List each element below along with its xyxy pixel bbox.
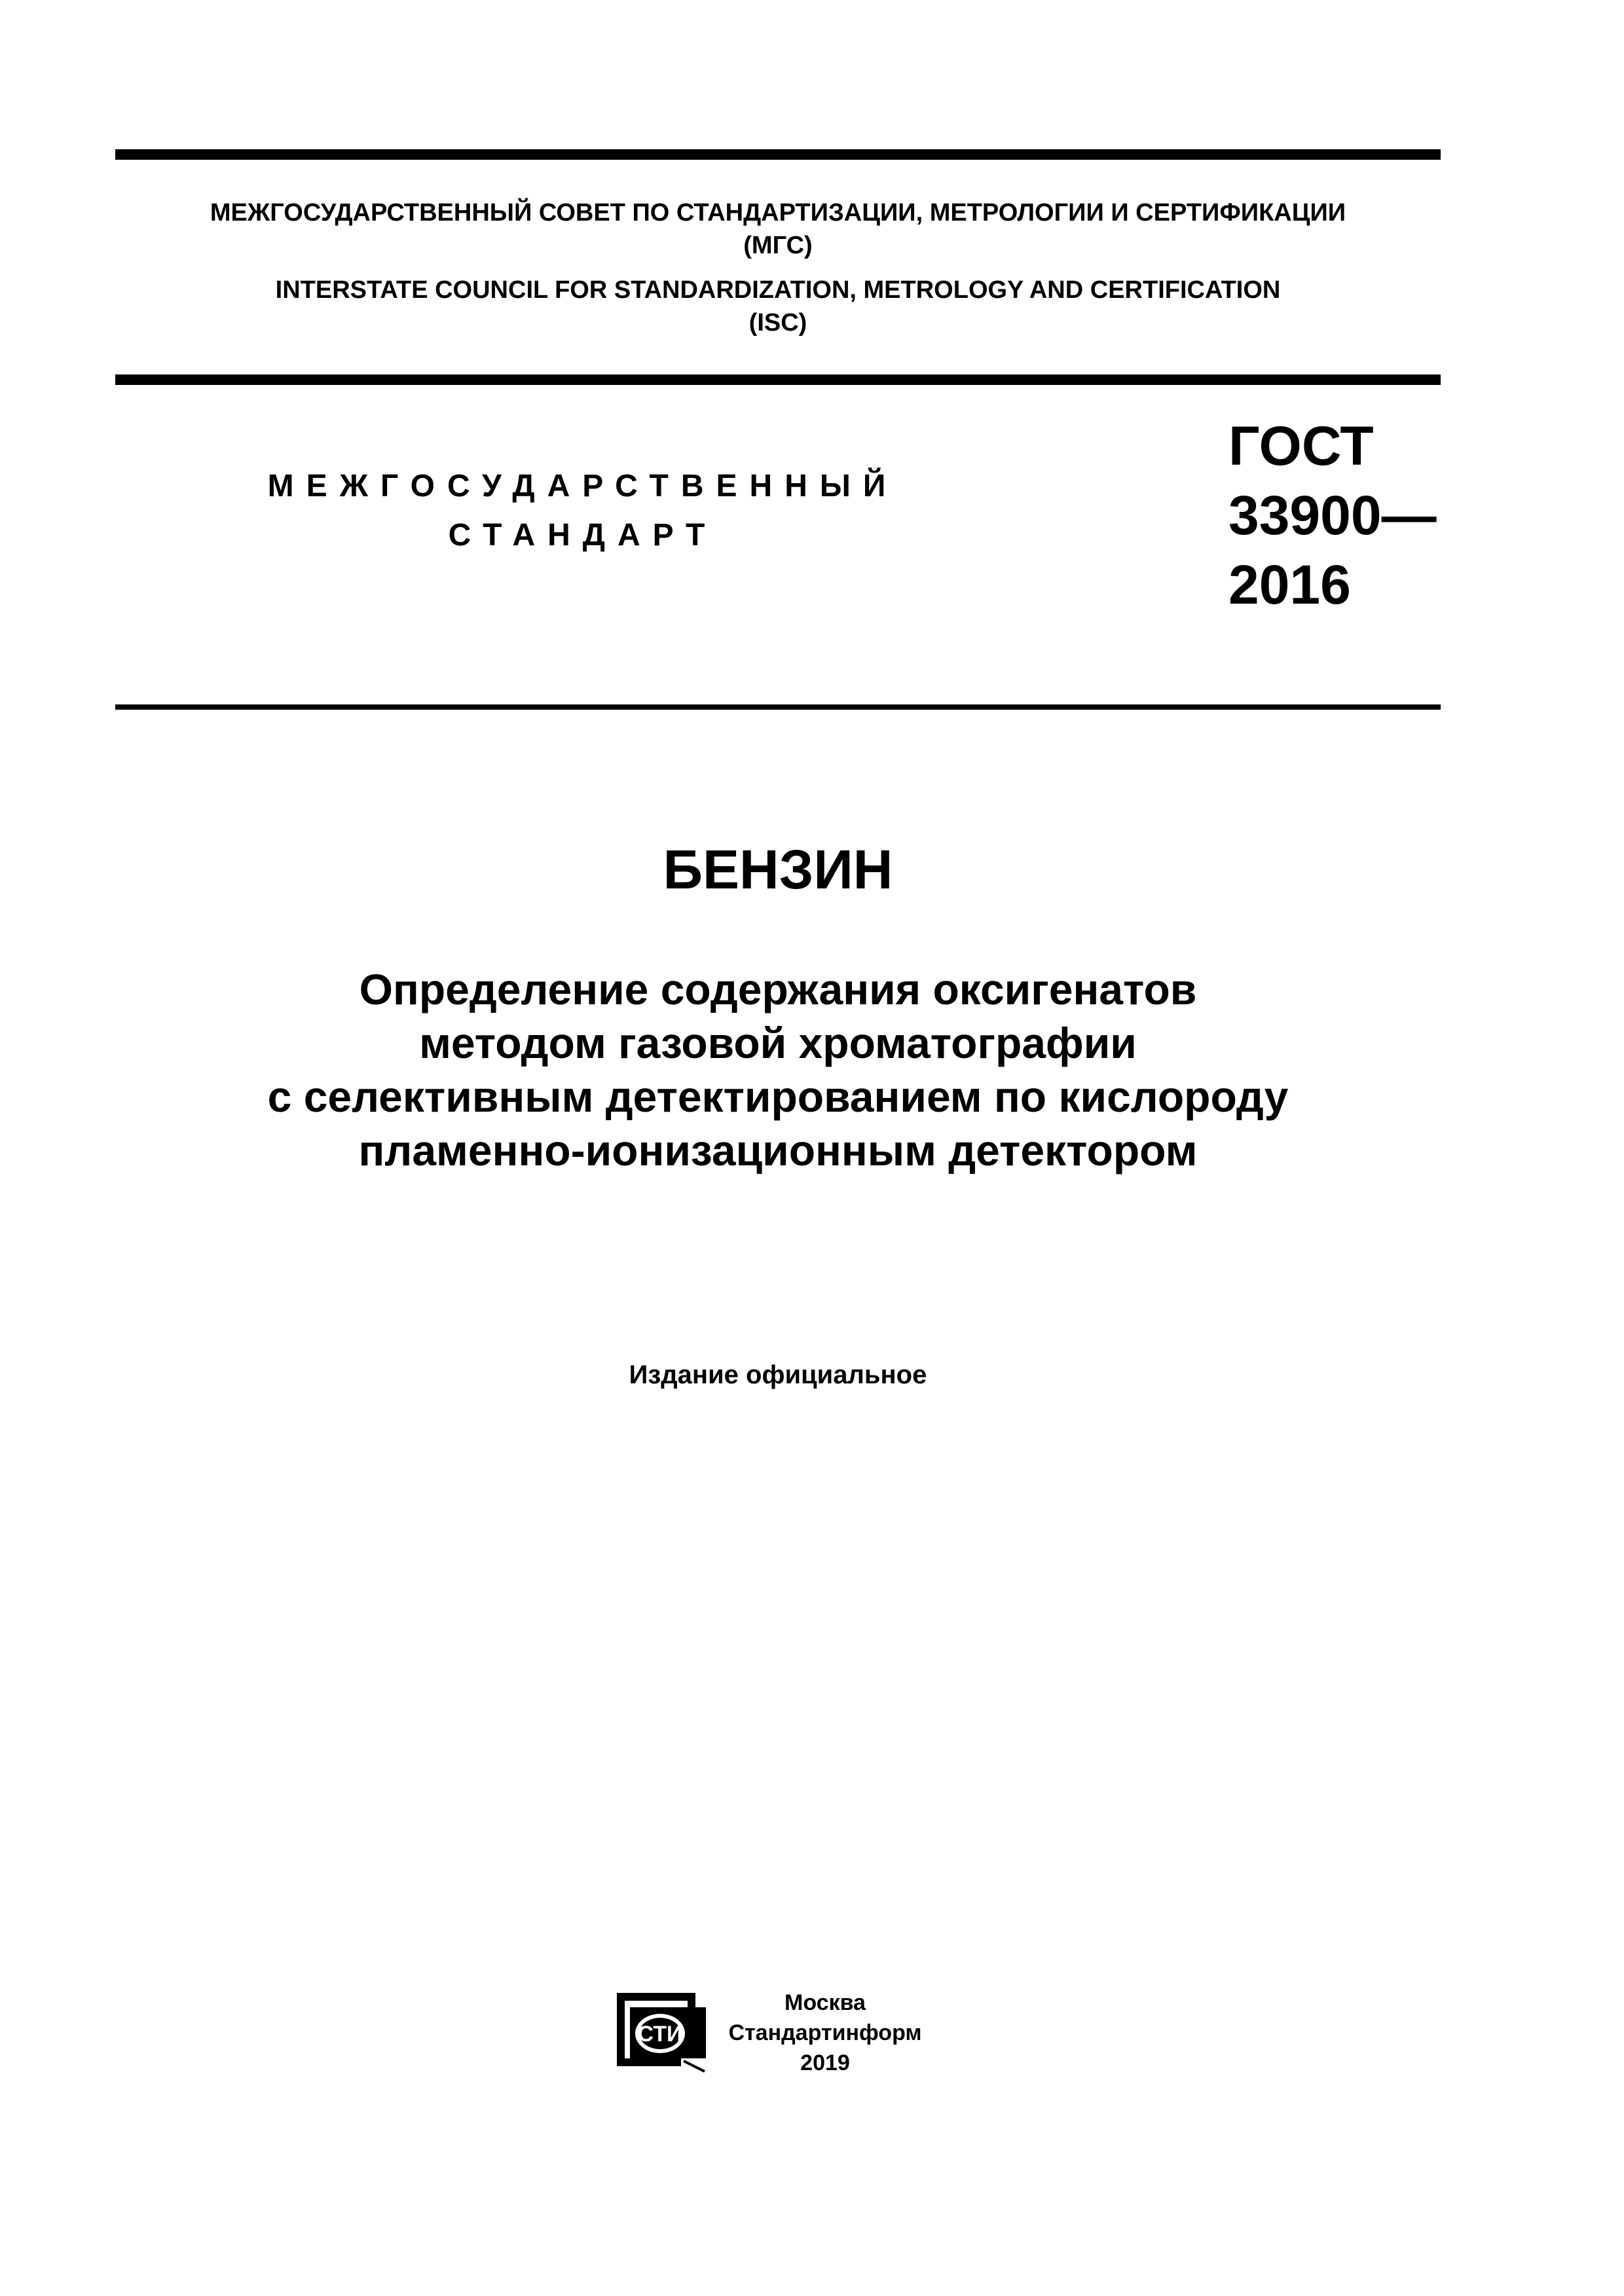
header-rule bbox=[115, 374, 1441, 385]
document-subtitle bbox=[115, 962, 1441, 1177]
publisher-block bbox=[720, 1988, 930, 2078]
top-rule bbox=[115, 149, 1441, 160]
publisher-city: Москва bbox=[784, 1990, 866, 2015]
document-title: БЕНЗИН bbox=[663, 839, 893, 900]
council-abbr-en: (ISC) bbox=[748, 309, 807, 337]
standartinform-logo-icon bbox=[616, 1988, 709, 2079]
designation-prefix: ГОСТ bbox=[1228, 415, 1374, 477]
council-name-ru bbox=[115, 196, 1441, 262]
council-name-en bbox=[115, 274, 1441, 339]
council-name-ru-text: МЕЖГОСУДАРСТВЕННЫЙ СОВЕТ ПО СТАНДАРТИЗАЦИИ, МЕТРОЛОГИИ И СЕРТИФИКАЦИИ bbox=[210, 199, 1346, 227]
designation-year: 2016 bbox=[1228, 554, 1351, 615]
publisher-year: 2019 bbox=[800, 2050, 850, 2075]
council-name-en-text: INTERSTATE COUNCIL FOR STANDARDIZATION, METROLOGY AND CERTIFICATION bbox=[275, 276, 1281, 304]
standard-kind-line1: МЕЖГОСУДАРСТВЕННЫЙ bbox=[267, 469, 898, 503]
subtitle-line: с селективным детектированием по кислороду bbox=[267, 1072, 1289, 1121]
council-abbr-ru: (МГС) bbox=[743, 232, 813, 259]
subtitle-line: методом газовой хроматографии bbox=[419, 1019, 1137, 1067]
designation-rule bbox=[115, 704, 1441, 710]
subtitle-line: Определение содержания оксигенатов bbox=[359, 965, 1197, 1013]
subtitle-line: пламенно-ионизационным детектором bbox=[358, 1126, 1198, 1175]
publisher-name: Стандартинформ bbox=[728, 2020, 922, 2045]
edition-label: Издание официальное bbox=[629, 1360, 927, 1389]
logo-text: СТИ bbox=[637, 2022, 683, 2047]
standard-designation bbox=[1228, 411, 1437, 619]
standard-kind-line2: СТАНДАРТ bbox=[448, 518, 718, 553]
designation-number: 33900— bbox=[1228, 484, 1437, 546]
